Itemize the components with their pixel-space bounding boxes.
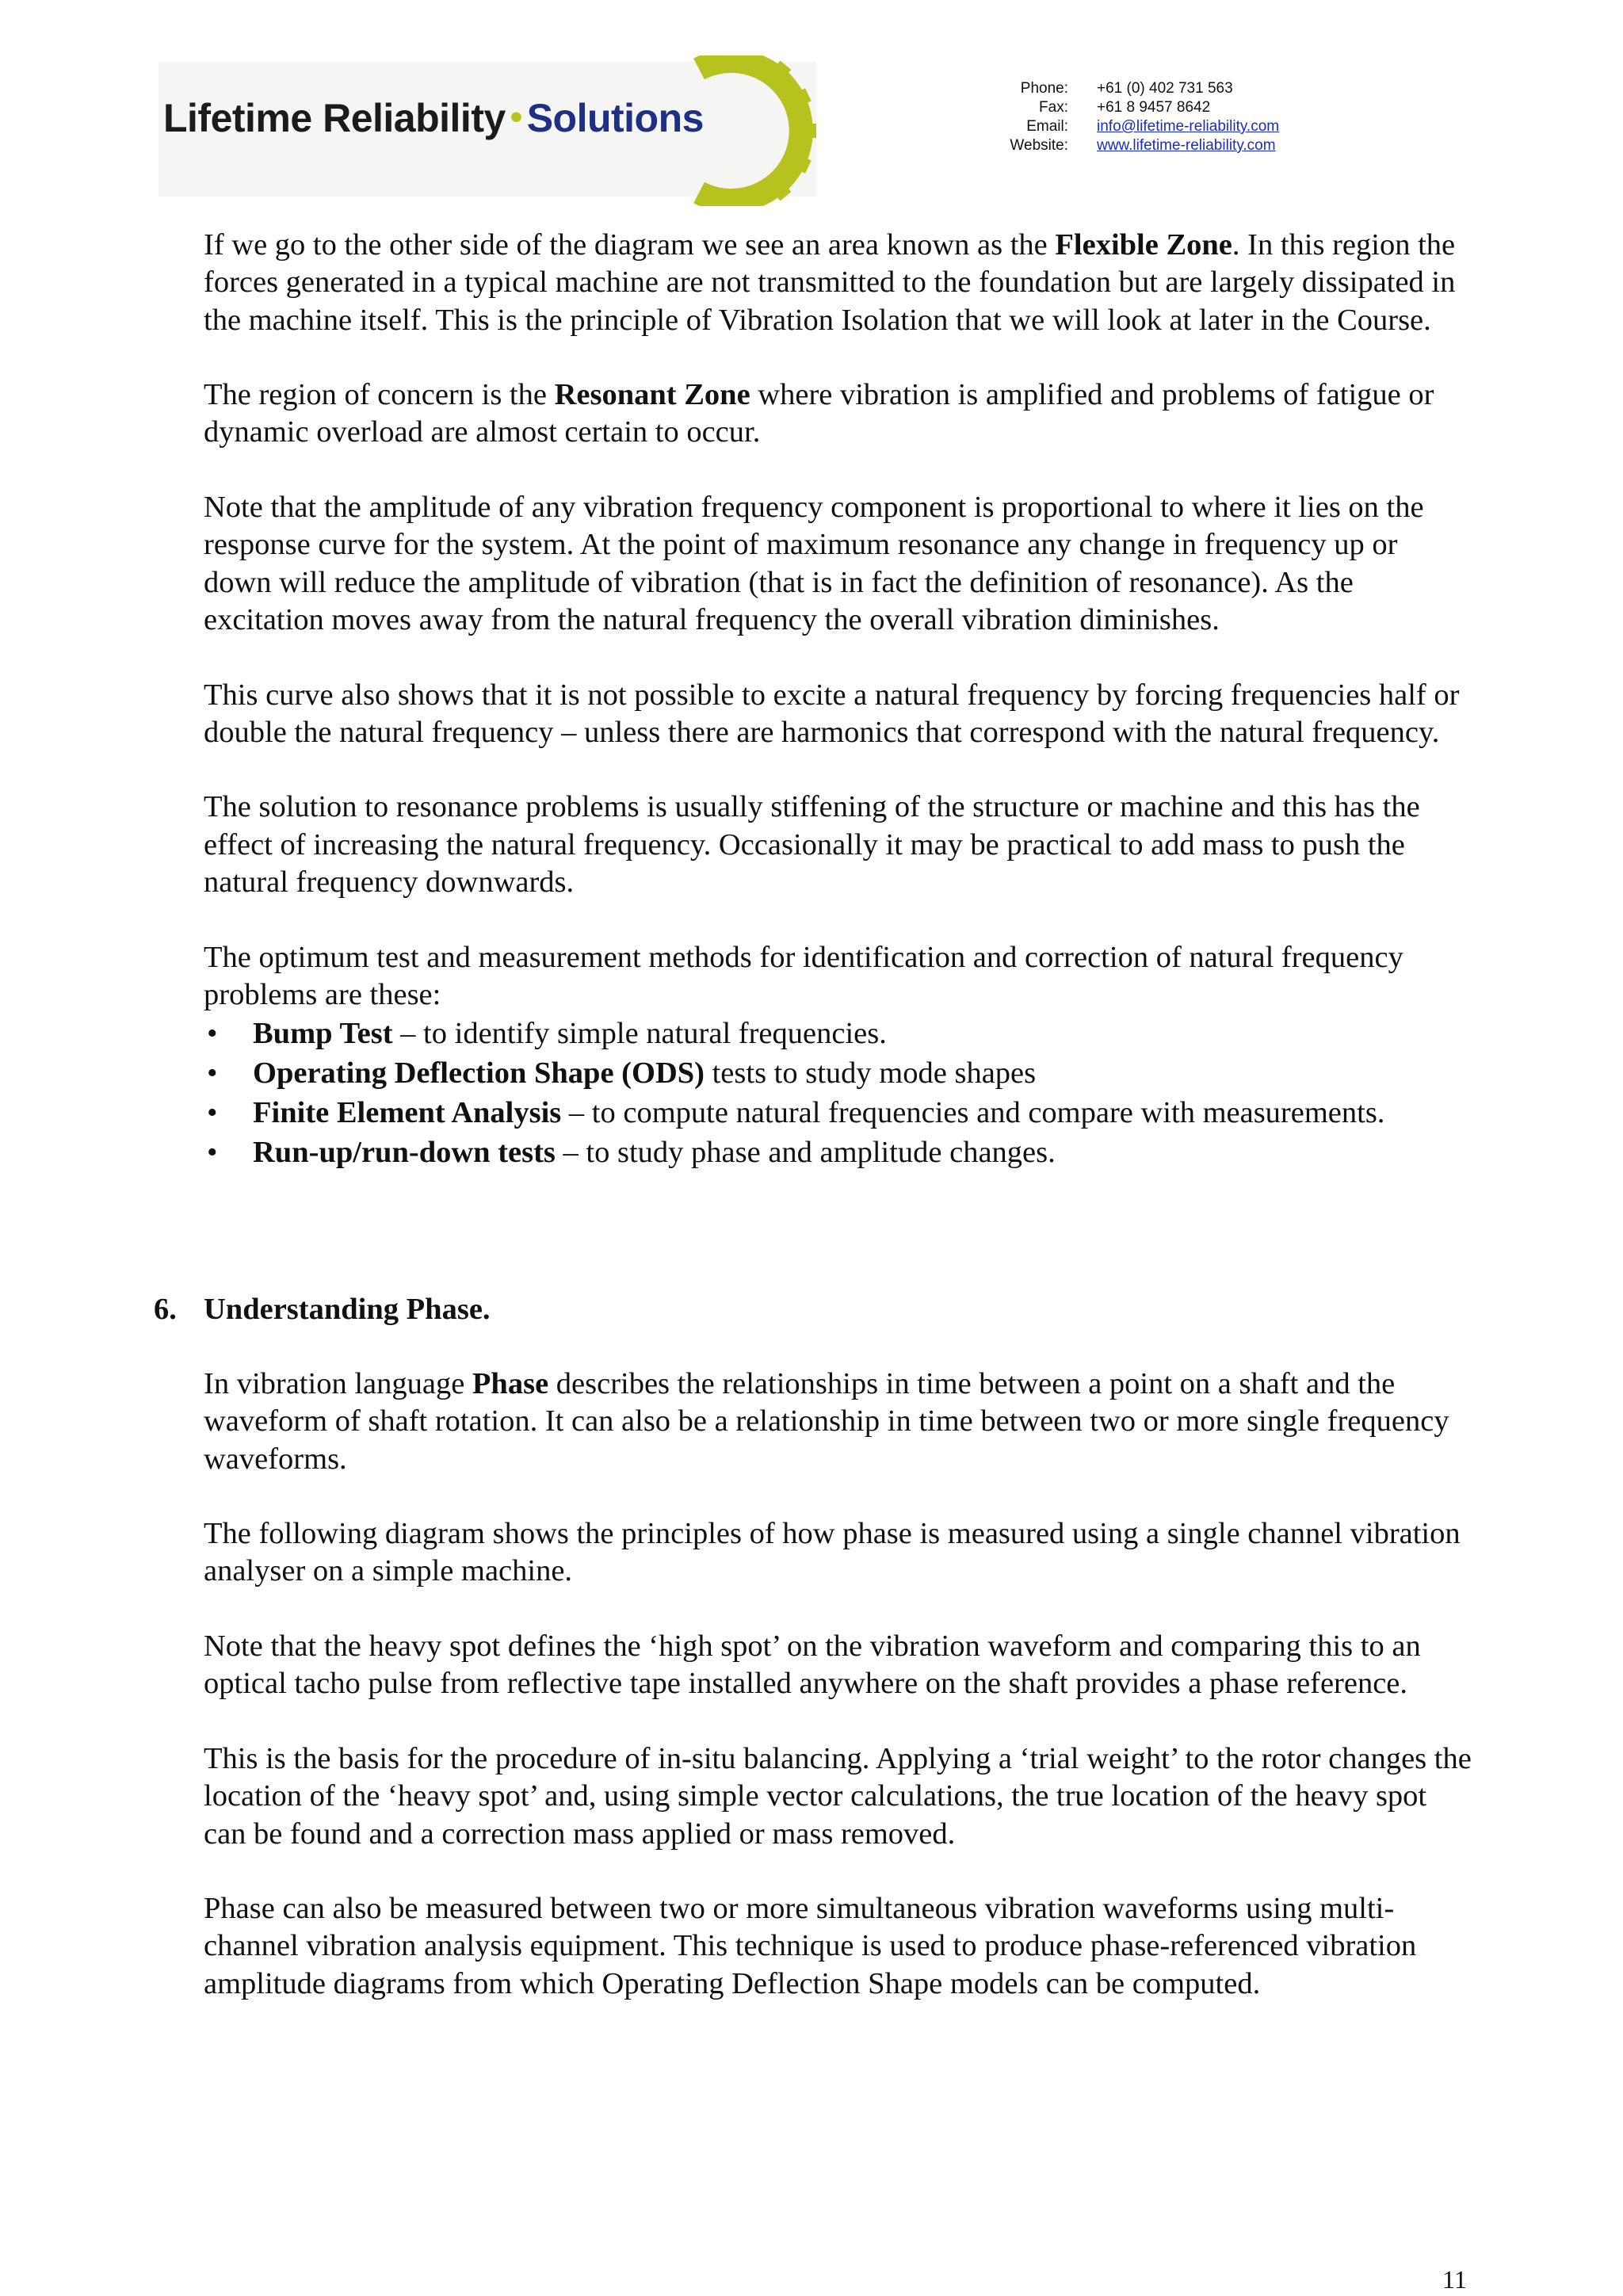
text-run: tests to study mode shapes: [704, 1056, 1037, 1091]
logo-text-left: Lifetime Reliability: [163, 96, 506, 140]
section-number: 6.: [154, 1293, 177, 1326]
list-item: [204, 1053, 1472, 1093]
paragraph-amplitude: Note that the amplitude of any vibration frequency component is proportional to where it lies on the response curve for the system. At the point of maximum resonance any change in frequency up or down will reduce the amplitude of vibration (that is in fact the definition of resonance). As the excitation moves away from the natural frequency the overall vibration diminishes.: [204, 491, 1424, 636]
fax-value: +61 8 9457 8642: [1097, 99, 1211, 116]
contact-row-phone: [991, 79, 1279, 98]
bullet-icon: •: [207, 1056, 218, 1091]
text-run: where vibration is amplified and problems of fatigue or dynamic overload are almost certain to occur.: [204, 378, 1434, 449]
list-item: [204, 1133, 1472, 1172]
website-link[interactable]: www.lifetime-reliability.com: [1097, 137, 1276, 154]
phone-label: Phone:: [1020, 80, 1068, 97]
paragraph-resonant-zone: [204, 376, 1472, 452]
list-item: [204, 1014, 1472, 1053]
fax-label: Fax:: [1039, 99, 1068, 116]
contact-row-email: [991, 117, 1279, 136]
paragraph-balancing: This is the basis for the procedure of in-situ balancing. Applying a ‘trial weight’ to the rotor changes the location of the ‘heavy spot’ and, using simple vector calculations, the true location of the heavy spot can be found and a correction mass applied or mass removed.: [204, 1741, 1472, 1851]
contact-row-fax: [991, 98, 1279, 117]
paragraph-solution: The solution to resonance problems is usually stiffening of the structure or machine and this has the effect of increasing the natural frequency. Occasionally it may be practical to add mass to push the natural frequency downwards.: [204, 790, 1420, 900]
text-run: – to identify simple natural frequencies.: [392, 1017, 887, 1051]
gear-icon: [667, 55, 826, 206]
letterhead: [158, 55, 1308, 198]
text-run: describes the relationships in time between a point on a shaft and the waveform of shaft rotation. It can also be a relationship in time between two or more single frequency waveforms.: [204, 1367, 1449, 1476]
bold-term: Operating Deflection Shape (ODS): [253, 1056, 705, 1091]
text-run: . In this region the forces generated in a typical machine are not transmitted to the foundation but are largely dissipated in the machine itself. This is the principle of Vibration Isolation that we will look at later in the Course.: [204, 228, 1456, 337]
section-title: Understanding Phase.: [204, 1293, 491, 1326]
paragraph-methods: The optimum test and measurement methods for identification and correction of natural frequency problems are these:: [204, 940, 1403, 1011]
bold-term: Bump Test: [253, 1017, 393, 1051]
website-label: Website:: [1010, 137, 1068, 154]
text-run: – to study phase and amplitude changes.: [555, 1136, 1056, 1170]
logo-dot: •: [510, 97, 522, 136]
text-run: If we go to the other side of the diagram we see an area known as the: [204, 228, 1056, 262]
bold-term: Resonant Zone: [554, 378, 750, 412]
phone-value: +61 (0) 402 731 563: [1097, 80, 1233, 97]
paragraph-diagram-intro: The following diagram shows the principles of how phase is measured using a single channel vibration analyser on a simple machine.: [204, 1517, 1461, 1588]
bullet-icon: •: [207, 1017, 218, 1051]
text-run: – to compute natural frequencies and compare with measurements.: [561, 1096, 1385, 1130]
email-link[interactable]: info@lifetime-reliability.com: [1097, 118, 1280, 135]
section-body-text: [204, 1366, 1472, 2040]
page-number: 11: [1442, 2265, 1467, 2294]
bullet-icon: •: [207, 1136, 218, 1170]
bold-term: Run-up/run-down tests: [253, 1136, 556, 1170]
methods-list: [204, 1014, 1472, 1172]
bullet-icon: •: [207, 1096, 218, 1130]
contact-block: [991, 79, 1279, 155]
bold-term: Finite Element Analysis: [253, 1096, 562, 1130]
body-text: [204, 227, 1472, 1210]
email-label: Email:: [1026, 118, 1068, 135]
logo-text-right: Solutions: [526, 96, 704, 140]
paragraph-flexible-zone: [204, 227, 1472, 339]
contact-row-website: [991, 136, 1279, 155]
company-logo: [163, 95, 704, 141]
bold-term: Phase: [472, 1367, 549, 1400]
paragraph-heavy-spot: Note that the heavy spot defines the ‘high spot’ on the vibration waveform and comparing this to an optical tacho pulse from reflective tape installed anywhere on the shaft provides a phase reference.: [204, 1629, 1421, 1701]
bold-term: Flexible Zone: [1055, 228, 1232, 262]
list-item: [204, 1093, 1472, 1133]
section-heading: [154, 1292, 491, 1327]
paragraph-phase-definition: [204, 1366, 1472, 1478]
text-run: The region of concern is the: [204, 378, 555, 412]
paragraph-curve: This curve also shows that it is not possible to excite a natural frequency by forcing frequencies half or double the natural frequency – unless there are harmonics that correspond with the natural frequency.: [204, 678, 1460, 749]
text-run: In vibration language: [204, 1367, 472, 1400]
paragraph-multichannel: Phase can also be measured between two or more simultaneous vibration waveforms using multi-channel vibration analysis equipment. This technique is used to produce phase-referenced vibration amplitude diagrams from which Operating Deflection Shape models can be computed.: [204, 1892, 1417, 2000]
